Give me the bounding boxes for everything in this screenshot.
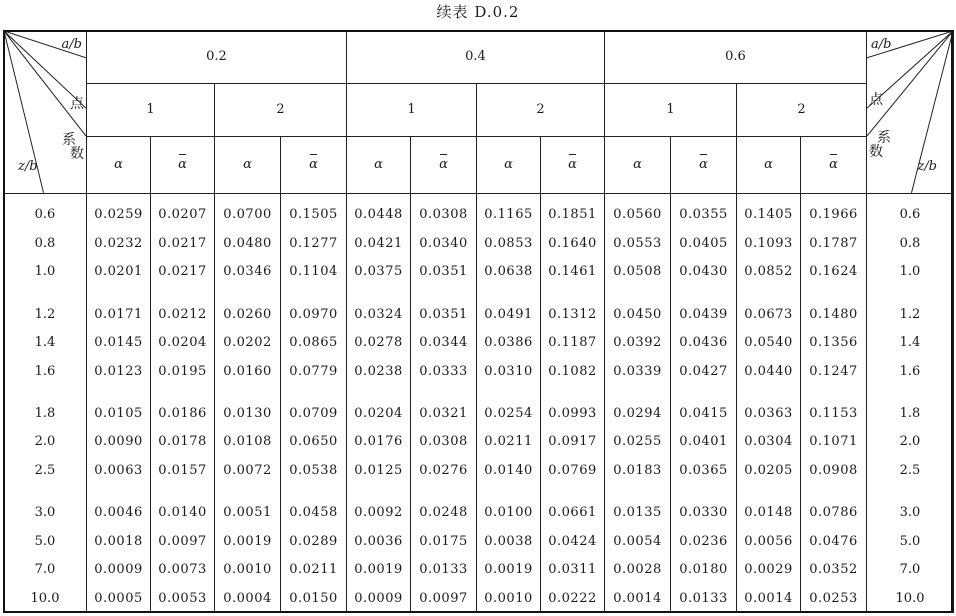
row-zb-value: 5.0 [4,527,87,556]
table-cell: 0.0176 [347,428,411,457]
table-cell: 0.1093 [737,229,801,258]
row-zb-value-right: 10.0 [867,584,954,613]
table-cell: 0.0072 [215,456,281,485]
table-cell: 0.0100 [477,485,541,527]
table-cell: 0.0294 [605,386,671,428]
table-cell: 0.0321 [411,386,477,428]
table-cell: 0.0324 [347,286,411,328]
table-cell: 0.0339 [605,357,671,386]
right-corner-coef-top: 系 [877,130,891,146]
coef-symbol: α [309,157,318,173]
row-zb-value: 1.0 [4,258,87,287]
table-cell: 0.0053 [151,584,215,613]
table-cell: 0.0638 [477,258,541,287]
table-cell: 0.0202 [215,329,281,358]
coef-symbol: α [633,157,642,173]
table-cell: 0.0865 [281,329,347,358]
table-cell: 0.0340 [411,229,477,258]
row-zb-value-right: 1.6 [867,357,954,386]
table-cell: 0.0014 [737,584,801,613]
table-cell: 0.0186 [151,386,215,428]
corner-coef-top: 系 [62,132,76,148]
table-cell: 0.0560 [605,193,671,229]
table-cell: 0.0019 [215,527,281,556]
table-cell: 0.0056 [737,527,801,556]
table-cell: 0.0436 [671,329,737,358]
table-cell: 0.0005 [87,584,151,613]
table-cell: 0.0204 [151,329,215,358]
right-corner-zb-label: z/b [917,159,937,174]
row-zb-value: 2.5 [4,456,87,485]
point-header: 2 [215,83,347,136]
table-cell: 0.0105 [87,386,151,428]
table-cell: 0.0650 [281,428,347,457]
table-cell: 0.0386 [477,329,541,358]
table-cell: 0.0260 [215,286,281,328]
table-cell: 0.0009 [347,584,411,613]
table-cell: 0.1405 [737,193,801,229]
table-cell: 0.0421 [347,229,411,258]
table-cell: 0.0171 [87,286,151,328]
row-zb-value-right: 5.0 [867,527,954,556]
table-cell: 0.0236 [671,527,737,556]
corner-point-label: 点 [70,96,84,112]
table-cell: 0.0212 [151,286,215,328]
table-cell: 0.0054 [605,527,671,556]
table-cell: 0.0344 [411,329,477,358]
table-cell: 0.0401 [671,428,737,457]
table-cell: 0.1640 [541,229,605,258]
ab-header-0.6: 0.6 [605,31,867,84]
table-cell: 0.1787 [801,229,867,258]
table-cell: 0.0014 [605,584,671,613]
table-cell: 0.0993 [541,386,605,428]
table-cell: 0.0217 [151,229,215,258]
corner-coef-bottom: 数 [70,146,84,162]
table-cell: 0.0427 [671,357,737,386]
table-cell: 0.1851 [541,193,605,229]
table-cell: 0.0405 [671,229,737,258]
table-cell: 0.0440 [737,357,801,386]
table-cell: 0.0028 [605,556,671,585]
ab-header-0.2: 0.2 [87,31,347,84]
table-cell: 0.0363 [737,386,801,428]
table-cell: 0.0553 [605,229,671,258]
table-cell: 0.0160 [215,357,281,386]
table-cell: 0.0140 [477,456,541,485]
table-cell: 0.0125 [347,456,411,485]
table-title: 续表 D.0.2 [436,3,520,21]
table-cell: 0.1071 [801,428,867,457]
table-cell: 0.0709 [281,386,347,428]
table-cell: 0.0491 [477,286,541,328]
row-zb-value: 1.4 [4,329,87,358]
table-cell: 0.0769 [541,456,605,485]
table-cell: 0.0508 [605,258,671,287]
table-cell: 0.0135 [605,485,671,527]
table-cell: 0.0148 [737,485,801,527]
table-cell: 0.0330 [671,485,737,527]
table-cell: 0.0351 [411,258,477,287]
table-cell: 0.0908 [801,456,867,485]
row-zb-value: 2.0 [4,428,87,457]
table-cell: 0.0009 [87,556,151,585]
table-cell: 0.0036 [347,527,411,556]
table-cell: 0.1082 [541,357,605,386]
table-cell: 0.0123 [87,357,151,386]
table-cell: 0.0051 [215,485,281,527]
coef-symbol: α [114,157,123,173]
table-cell: 0.0311 [541,556,605,585]
table-cell: 0.0424 [541,527,605,556]
table-cell: 0.0786 [801,485,867,527]
table-cell: 0.0278 [347,329,411,358]
table-cell: 0.1461 [541,258,605,287]
table-cell: 0.0355 [671,193,737,229]
table-cell: 0.0700 [215,193,281,229]
table-cell: 0.0180 [671,556,737,585]
table-cell: 0.0205 [737,456,801,485]
table-cell: 0.0097 [411,584,477,613]
table-cell: 0.0222 [541,584,605,613]
table-cell: 0.0097 [151,527,215,556]
row-zb-value-right: 2.5 [867,456,954,485]
table-cell: 0.0308 [411,193,477,229]
table-cell: 0.0130 [215,386,281,428]
coef-symbol: α [243,157,252,173]
table-cell: 0.0018 [87,527,151,556]
table-cell: 0.0308 [411,428,477,457]
row-zb-value-right: 3.0 [867,485,954,527]
table-cell: 0.0092 [347,485,411,527]
table-cell: 0.0289 [281,527,347,556]
table-cell: 0.0211 [281,556,347,585]
table-cell: 0.0304 [737,428,801,457]
table-cell: 0.0140 [151,485,215,527]
row-zb-value: 0.8 [4,229,87,258]
table-cell: 0.0217 [151,258,215,287]
point-header: 1 [347,83,477,136]
right-corner-ab-label: a/b [871,37,892,52]
table-cell: 0.0204 [347,386,411,428]
point-header: 2 [477,83,605,136]
row-zb-value-right: 2.0 [867,428,954,457]
table-cell: 0.0430 [671,258,737,287]
table-cell: 0.0207 [151,193,215,229]
table-cell: 0.1480 [801,286,867,328]
table-cell: 0.0201 [87,258,151,287]
table-cell: 0.0145 [87,329,151,358]
table-cell: 0.1312 [541,286,605,328]
right-corner-coef-bottom: 数 [869,144,883,160]
table-cell: 0.0310 [477,357,541,386]
table-cell: 0.0019 [477,556,541,585]
row-zb-value: 1.6 [4,357,87,386]
table-cell: 0.0183 [605,456,671,485]
table-cell: 0.0004 [215,584,281,613]
table-cell: 0.0195 [151,357,215,386]
table-cell: 0.1187 [541,329,605,358]
table-cell: 0.0019 [347,556,411,585]
table-cell: 0.1153 [801,386,867,428]
table-cell: 0.0439 [671,286,737,328]
table-cell: 0.0779 [281,357,347,386]
table-cell: 0.0029 [737,556,801,585]
table-cell: 0.0333 [411,357,477,386]
table-cell: 0.0133 [411,556,477,585]
table-cell: 0.0090 [87,428,151,457]
table-cell: 0.0232 [87,229,151,258]
row-zb-value: 3.0 [4,485,87,527]
table-cell: 0.1165 [477,193,541,229]
table-cell: 0.1356 [801,329,867,358]
coef-symbol: α [504,157,513,173]
row-zb-value-right: 1.2 [867,286,954,328]
table-cell: 0.0970 [281,286,347,328]
point-header: 1 [605,83,737,136]
table-cell: 0.0448 [347,193,411,229]
table-cell: 0.0150 [281,584,347,613]
table-cell: 0.0917 [541,428,605,457]
table-cell: 0.0108 [215,428,281,457]
coef-symbol: α [829,157,838,173]
table-cell: 0.0852 [737,258,801,287]
row-zb-value-right: 0.8 [867,229,954,258]
table-cell: 0.0133 [671,584,737,613]
row-zb-value-right: 7.0 [867,556,954,585]
table-cell: 0.0346 [215,258,281,287]
table-cell: 0.0415 [671,386,737,428]
table-cell: 0.0073 [151,556,215,585]
table-cell: 0.0254 [477,386,541,428]
table-cell: 0.0853 [477,229,541,258]
table-cell: 0.0392 [605,329,671,358]
table-cell: 0.0673 [737,286,801,328]
table-cell: 0.0276 [411,456,477,485]
ab-header-0.4: 0.4 [347,31,605,84]
table-cell: 0.0458 [281,485,347,527]
table-cell: 0.1624 [801,258,867,287]
coef-symbol: α [374,157,383,173]
table-cell: 0.0157 [151,456,215,485]
table-cell: 0.0255 [605,428,671,457]
table-cell: 0.0063 [87,456,151,485]
table-cell: 0.0046 [87,485,151,527]
table-cell: 0.0175 [411,527,477,556]
row-zb-value: 0.6 [4,193,87,229]
table-cell: 0.0661 [541,485,605,527]
table-cell: 0.1247 [801,357,867,386]
row-zb-value: 7.0 [4,556,87,585]
table-cell: 0.0038 [477,527,541,556]
coef-symbol: α [568,157,577,173]
table-cell: 0.0010 [215,556,281,585]
coef-symbol: α [764,157,773,173]
table-cell: 0.1505 [281,193,347,229]
table-outer-border [3,30,953,613]
table-cell: 0.0010 [477,584,541,613]
table-cell: 0.0211 [477,428,541,457]
row-zb-value-right: 1.4 [867,329,954,358]
table-cell: 0.0238 [347,357,411,386]
right-corner-point-label: 点 [869,92,883,108]
table-cell: 0.0375 [347,258,411,287]
coef-symbol: α [178,157,187,173]
table-cell: 0.0450 [605,286,671,328]
row-zb-value: 1.8 [4,386,87,428]
row-zb-value-right: 0.6 [867,193,954,229]
table-cell: 0.0259 [87,193,151,229]
row-zb-value-right: 1.8 [867,386,954,428]
row-zb-value: 10.0 [4,584,87,613]
table-cell: 0.1277 [281,229,347,258]
corner-zb-label: z/b [18,159,38,174]
point-header: 2 [737,83,867,136]
table-cell: 0.0253 [801,584,867,613]
coef-symbol: α [439,157,448,173]
table-cell: 0.1104 [281,258,347,287]
table-cell: 0.0365 [671,456,737,485]
row-zb-value: 1.2 [4,286,87,328]
point-header: 1 [87,83,215,136]
table-cell: 0.0540 [737,329,801,358]
table-cell: 0.0178 [151,428,215,457]
table-cell: 0.0352 [801,556,867,585]
coef-symbol: α [699,157,708,173]
corner-ab-label: a/b [61,37,82,52]
table-cell: 0.0248 [411,485,477,527]
table-cell: 0.0538 [281,456,347,485]
table-cell: 0.1966 [801,193,867,229]
row-zb-value-right: 1.0 [867,258,954,287]
table-cell: 0.0480 [215,229,281,258]
table-cell: 0.0476 [801,527,867,556]
table-cell: 0.0351 [411,286,477,328]
